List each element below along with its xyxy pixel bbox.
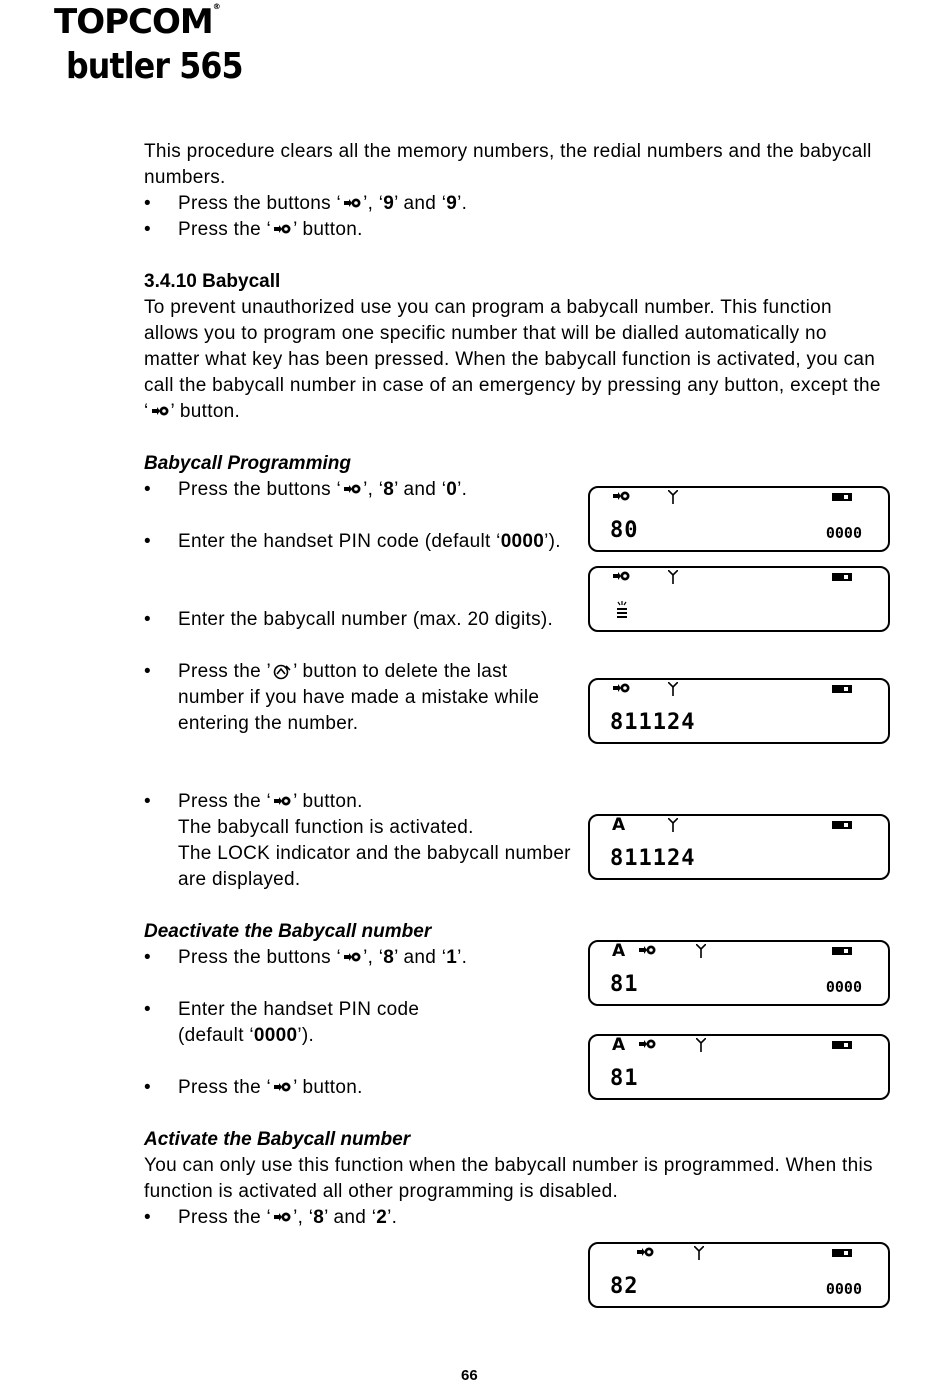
lcd-display (588, 1034, 890, 1100)
antenna-icon (668, 682, 678, 696)
menu-icon (273, 794, 291, 808)
antenna-icon (696, 1038, 706, 1052)
activate-heading: Activate the Babycall number (144, 1129, 411, 1150)
programming-step-5-line-3: The LOCK indicator and the babycall number (178, 843, 571, 864)
deactivate-step-3: • Press the ‘ ’ button. (144, 1077, 363, 1098)
menu-icon (343, 950, 361, 964)
lcd-display (588, 814, 890, 880)
lock-icon: A (612, 941, 626, 961)
lcd-main-digits: 811124 (610, 846, 696, 871)
menu-icon (612, 680, 630, 696)
lcd-main-digits: 811124 (610, 710, 696, 735)
lock-icon: A (612, 1035, 626, 1055)
battery-icon (832, 493, 852, 501)
antenna-icon (668, 570, 678, 584)
deactivate-step-1: • Press the buttons ‘ ’, ‘8’ and ‘1’. (144, 947, 468, 968)
programming-step-2: • Enter the handset PIN code (default ‘0000’). (144, 531, 561, 552)
lcd-display (588, 1242, 890, 1308)
programming-step-5-line-2: The babycall function is activated. (178, 817, 474, 838)
battery-icon (832, 1249, 852, 1257)
babycall-para-3: matter what key has been pressed. When the babycall function is activated, you can (144, 349, 876, 370)
programming-heading: Babycall Programming (144, 453, 351, 474)
antenna-icon (668, 818, 678, 832)
antenna-icon (696, 944, 706, 958)
model-logo: butler 565 (66, 46, 243, 87)
deactivate-step-2-line-2: (default ‘0000’). (178, 1025, 315, 1046)
programming-step-1: • Press the buttons ‘ ’, ‘8’ and ‘0’. (144, 479, 468, 500)
menu-icon (273, 1210, 291, 1224)
menu-icon (638, 942, 656, 958)
babycall-para-5: ‘ ’ button. (144, 401, 241, 422)
section-heading: 3.4.10 Babycall (144, 271, 281, 292)
lcd-display (588, 566, 890, 632)
lcd-display (588, 940, 890, 1006)
activate-step-1: • Press the ‘ ’, ‘8’ and ‘2’. (144, 1207, 398, 1228)
programming-step-4: • Press the ’ ’ button to delete the last (144, 661, 508, 682)
deactivate-step-2: • Enter the handset PIN code (144, 999, 420, 1020)
battery-icon (832, 573, 852, 581)
antenna-icon (694, 1246, 704, 1260)
brand-logo: TOPCOM® (54, 2, 220, 42)
battery-icon (832, 821, 852, 829)
babycall-para-1: To prevent unauthorized use you can program a babycall number. This function (144, 297, 832, 318)
intro-bullet-1: • Press the buttons ‘ ’, ‘9’ and ‘9’. (144, 193, 468, 214)
menu-icon (612, 568, 630, 584)
lcd-small-digits: 0000 (825, 1280, 862, 1298)
lcd-main-digits: 81 (610, 972, 639, 997)
antenna-icon (668, 490, 678, 504)
intro-bullet-2: • Press the ‘ ’ button. (144, 219, 363, 240)
lcd-small-digits: 0000 (825, 524, 862, 542)
menu-icon (638, 1036, 656, 1052)
intro-line-1: This procedure clears all the memory numbers, the redial numbers and the babycall (144, 141, 872, 162)
lock-icon: A (612, 815, 626, 835)
cursor-icon (616, 600, 628, 620)
menu-icon (273, 222, 291, 236)
lcd-display (588, 486, 890, 552)
battery-icon (832, 685, 852, 693)
lcd-main-digits: 81 (610, 1066, 639, 1091)
battery-icon (832, 947, 852, 955)
activate-para-1: You can only use this function when the babycall number is programmed. When this (144, 1155, 873, 1176)
page-number: 66 (461, 1367, 478, 1384)
babycall-para-4: call the babycall number in case of an emergency by pressing any button, except the (144, 375, 881, 396)
programming-step-5-line-4: are displayed. (178, 869, 301, 890)
babycall-para-2: allows you to program one specific number that will be dialled automatically no (144, 323, 827, 344)
lcd-display (588, 678, 890, 744)
menu-icon (343, 482, 361, 496)
menu-icon (151, 404, 169, 418)
programming-step-5: • Press the ‘ ’ button. (144, 791, 363, 812)
intro-line-2: numbers. (144, 167, 226, 188)
programming-step-4-line-3: entering the number. (178, 713, 359, 734)
lcd-main-digits: 80 (610, 518, 639, 543)
menu-icon (612, 488, 630, 504)
menu-icon (636, 1244, 654, 1260)
lcd-main-digits: 82 (610, 1274, 639, 1299)
deactivate-heading: Deactivate the Babycall number (144, 921, 432, 942)
activate-para-2: function is activated all other programming is disabled. (144, 1181, 619, 1202)
programming-step-4-line-2: number if you have made a mistake while (178, 687, 540, 708)
lcd-small-digits: 0000 (825, 978, 862, 996)
battery-icon (832, 1041, 852, 1049)
menu-icon (343, 196, 361, 210)
delete-icon (273, 664, 291, 678)
programming-step-3: • Enter the babycall number (max. 20 digits). (144, 609, 554, 630)
menu-icon (273, 1080, 291, 1094)
